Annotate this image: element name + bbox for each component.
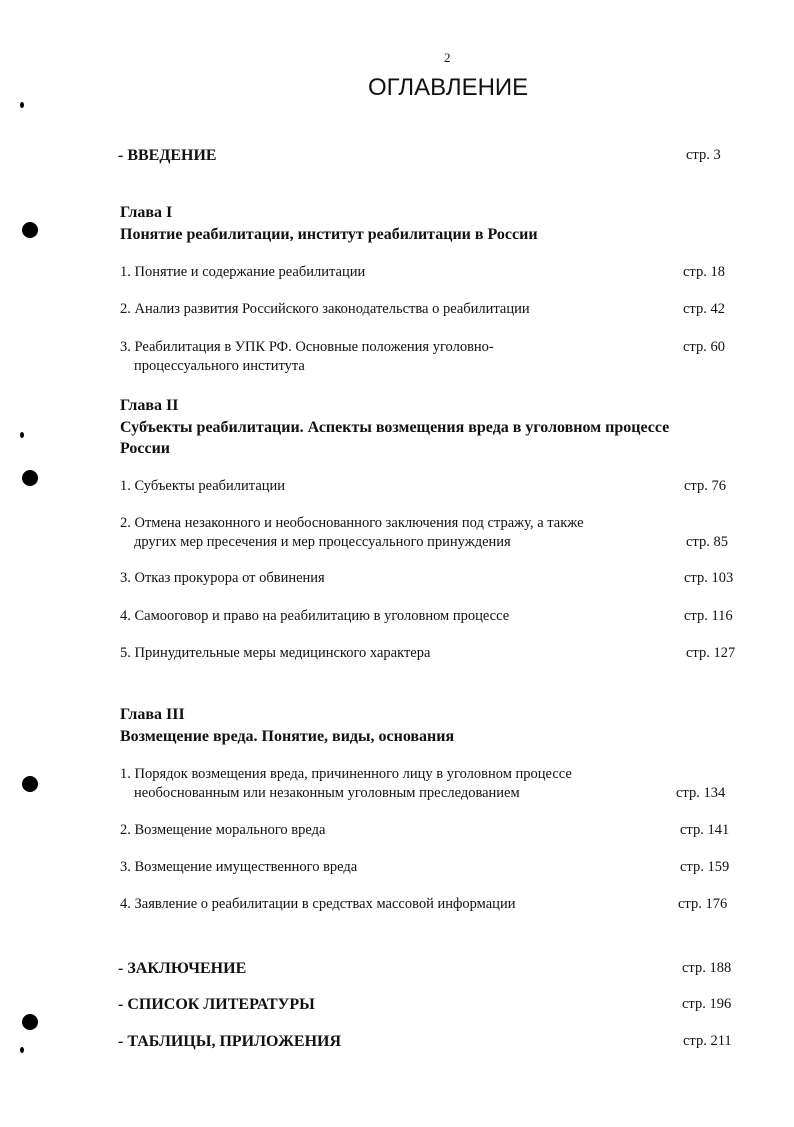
toc-item: 3. Реабилитация в УПК РФ. Основные положения уголовно- [120,339,494,355]
toc-page: стр. 127 [686,645,736,661]
binder-hole-mark [22,776,38,792]
chapter-heading: Глава II [120,397,179,414]
toc-page: стр. 18 [683,264,725,280]
toc-item: 3. Отказ прокурора от обвинения [120,570,325,586]
toc-bibliography: - СПИСОК ЛИТЕРАТУРЫ [118,996,315,1013]
toc-item: 4. Самооговор и право на реабилитацию в уголовном процессе [120,608,510,624]
toc-item: 3. Возмещение имущественного вреда [120,859,358,875]
toc-page: стр. 76 [684,478,726,494]
toc-item: 5. Принудительные меры медицинского характера [120,645,431,661]
toc-appendices: - ТАБЛИЦЫ, ПРИЛОЖЕНИЯ [118,1033,342,1050]
chapter-title: Возмещение вреда. Понятие, виды, основания [120,728,455,745]
chapter-heading: Глава I [120,204,173,221]
toc-item: 1. Субъекты реабилитации [120,478,286,494]
toc-page: стр. 211 [683,1033,732,1049]
binder-hole-mark [22,222,38,238]
toc-page: стр. 42 [683,301,725,317]
scan-speck [20,1047,24,1053]
toc-item-cont: процессуального института [134,358,305,374]
toc-page: стр. 176 [678,896,728,912]
toc-item: 4. Заявление о реабилитации в средствах массовой информации [120,896,516,912]
toc-page: стр. 116 [684,608,733,624]
binder-hole-mark [22,470,38,486]
toc-page: стр. 85 [686,534,728,550]
page-title: ОГЛАВЛЕНИЕ [368,74,529,101]
binder-hole-mark [22,1014,38,1030]
toc-page: стр. 134 [676,785,726,801]
toc-page: стр. 3 [686,147,721,163]
toc-item: 2. Отмена незаконного и необоснованного заключения под стражу, а также [120,515,584,531]
toc-page: стр. 196 [682,996,732,1012]
toc-item: 1. Порядок возмещения вреда, причиненного лицу в уголовном процессе [120,766,572,782]
scan-speck [20,432,24,438]
chapter-title: Понятие реабилитации, институт реабилитации в России [120,226,538,243]
toc-item: 1. Понятие и содержание реабилитации [120,264,366,280]
toc-intro: - ВВЕДЕНИЕ [118,147,217,164]
toc-page: стр. 103 [684,570,734,586]
toc-page: стр. 188 [682,960,732,976]
toc-item-cont: необоснованным или незаконным уголовным преследованием [134,785,520,801]
page-number: 2 [444,50,451,65]
toc-item: 2. Возмещение морального вреда [120,822,326,838]
chapter-title: Субъекты реабилитации. Аспекты возмещения вреда в уголовном процессе [120,419,670,436]
toc-conclusion: - ЗАКЛЮЧЕНИЕ [118,960,247,977]
toc-page: стр. 159 [680,859,730,875]
scan-speck [20,102,24,108]
chapter-title-cont: России [120,440,171,457]
chapter-heading: Глава III [120,706,185,723]
toc-page: стр. 141 [680,822,730,838]
toc-item-cont: других мер пресечения и мер процессуального принуждения [134,534,511,550]
toc-page: стр. 60 [683,339,725,355]
toc-item: 2. Анализ развития Российского законодательства о реабилитации [120,301,530,317]
